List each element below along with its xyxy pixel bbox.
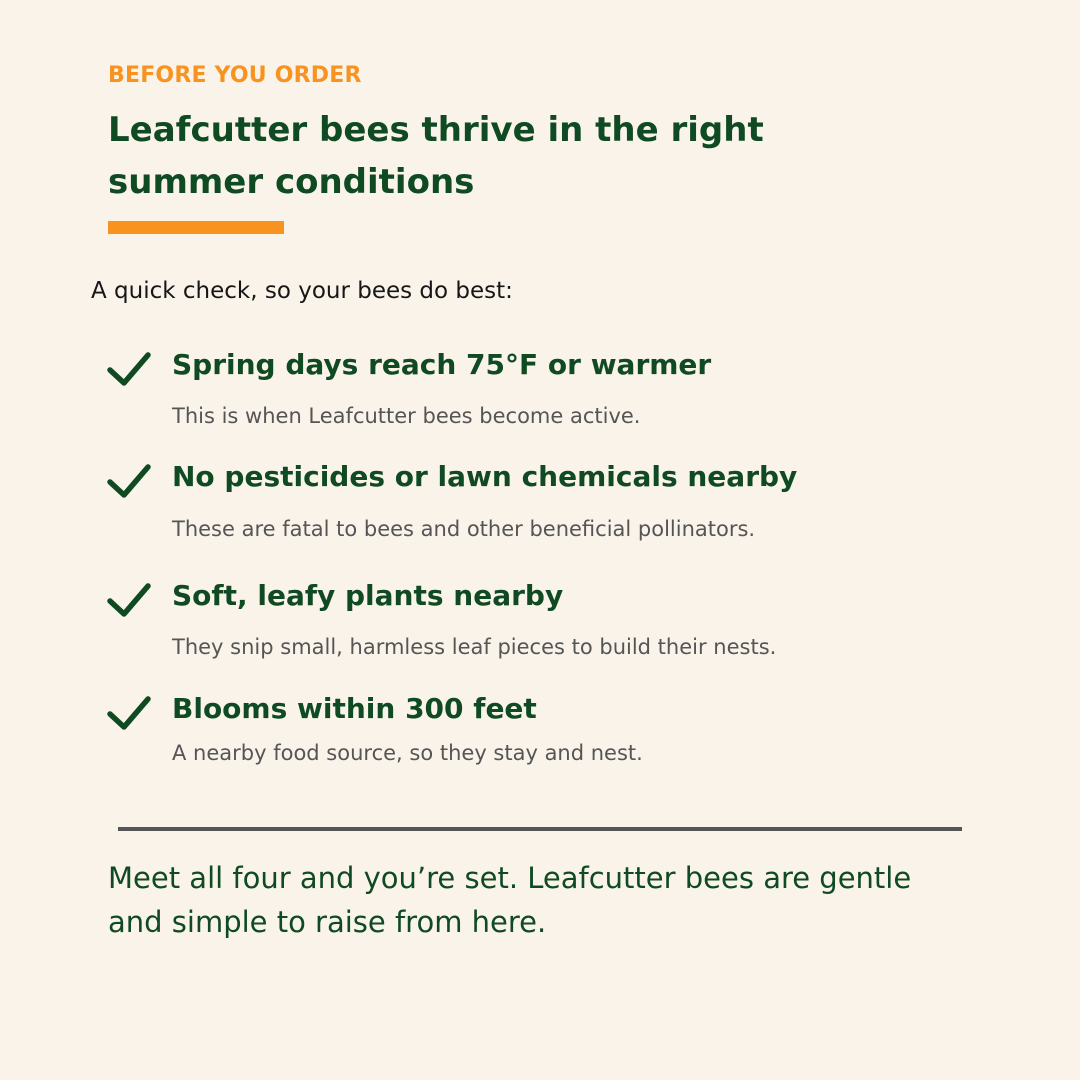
closing-text: Meet all four and you’re set. Leafcutter bees are gentle and simple to raise from here. [108, 861, 912, 939]
checkmark-icon [105, 350, 153, 390]
checklist-item-description: They snip small, harmless leaf pieces to build their nests. [172, 635, 777, 659]
intro-text: A quick check, so your bees do best: [91, 278, 513, 304]
page-title: Leafcutter bees thrive in the right summer conditions [108, 110, 764, 202]
checklist-item-description: A nearby food source, so they stay and nest. [172, 741, 643, 765]
checkmark-icon [105, 581, 153, 621]
section-divider [118, 827, 962, 831]
title-accent-bar [108, 221, 284, 234]
checkmark-icon [105, 694, 153, 734]
checklist-item-heading: Blooms within 300 feet [172, 692, 537, 725]
checklist-item-description: This is when Leafcutter bees become active. [172, 404, 641, 428]
checkmark-icon [105, 462, 153, 502]
checklist-item-heading: Soft, leafy plants nearby [172, 579, 564, 612]
eyebrow-label: BEFORE YOU ORDER [108, 63, 362, 88]
checklist-item-heading: Spring days reach 75°F or warmer [172, 348, 712, 381]
checklist-item-description: These are fatal to bees and other beneficial pollinators. [172, 517, 756, 541]
checklist-item-heading: No pesticides or lawn chemicals nearby [172, 460, 798, 493]
